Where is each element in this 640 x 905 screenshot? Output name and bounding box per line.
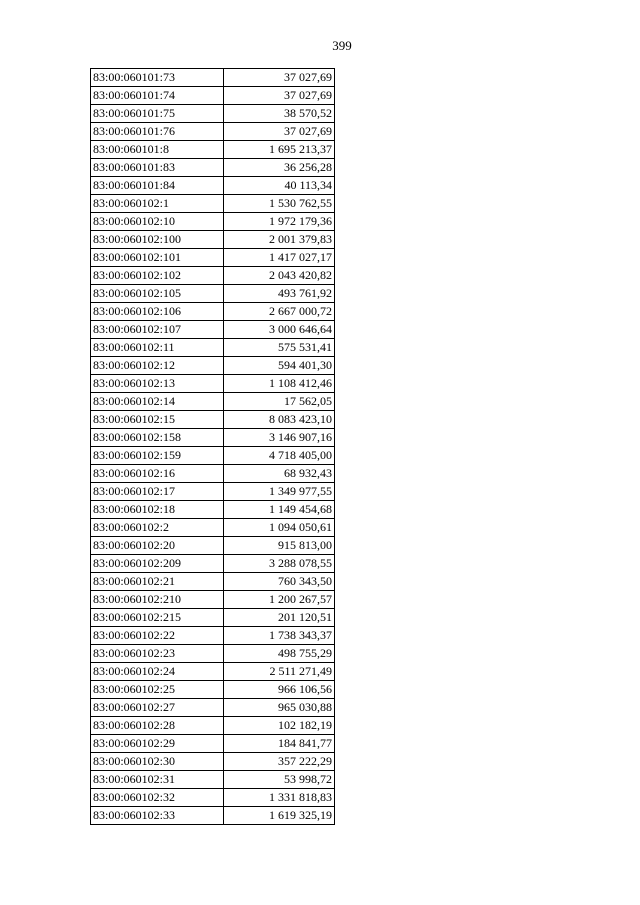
- page-number: 399: [332, 38, 352, 53]
- table-row: [91, 663, 335, 681]
- table-row: [91, 393, 335, 411]
- cadastral-number-cell: 83:00:060102:17: [91, 483, 224, 501]
- cadastral-number-cell: 83:00:060102:13: [91, 375, 224, 393]
- table-row: [91, 537, 335, 555]
- table-row: [91, 717, 335, 735]
- table-row: [91, 303, 335, 321]
- table-row: [91, 465, 335, 483]
- table-row: [91, 231, 335, 249]
- cadastral-number-cell: 83:00:060102:22: [91, 627, 224, 645]
- cadastral-number-cell: 83:00:060102:21: [91, 573, 224, 591]
- value-cell: 8 083 423,10: [224, 411, 335, 429]
- table-row: [91, 249, 335, 267]
- cadastral-number-cell: 83:00:060102:101: [91, 249, 224, 267]
- table-row: [91, 609, 335, 627]
- table-row: [91, 375, 335, 393]
- cadastral-number-cell: 83:00:060102:12: [91, 357, 224, 375]
- cadastral-number-cell: 83:00:060102:25: [91, 681, 224, 699]
- table-row: [91, 753, 335, 771]
- value-cell: 1 738 343,37: [224, 627, 335, 645]
- table-row: [91, 807, 335, 825]
- cadastral-number-cell: 83:00:060102:33: [91, 807, 224, 825]
- table-row: [91, 735, 335, 753]
- table-row: [91, 483, 335, 501]
- cadastral-number-cell: 83:00:060102:100: [91, 231, 224, 249]
- table-row: [91, 627, 335, 645]
- cadastral-number-cell: 83:00:060102:1: [91, 195, 224, 213]
- value-cell: 38 570,52: [224, 105, 335, 123]
- cadastral-number-cell: 83:00:060102:28: [91, 717, 224, 735]
- value-cell: 2 001 379,83: [224, 231, 335, 249]
- cadastral-number-cell: 83:00:060102:18: [91, 501, 224, 519]
- table-row: [91, 267, 335, 285]
- cadastral-number-cell: 83:00:060102:105: [91, 285, 224, 303]
- cadastral-number-cell: 83:00:060101:8: [91, 141, 224, 159]
- value-cell: 1 417 027,17: [224, 249, 335, 267]
- value-cell: 760 343,50: [224, 573, 335, 591]
- cadastral-number-cell: 83:00:060102:107: [91, 321, 224, 339]
- cadastral-number-cell: 83:00:060102:20: [91, 537, 224, 555]
- table-row: [91, 645, 335, 663]
- cadastral-number-cell: 83:00:060102:11: [91, 339, 224, 357]
- cadastral-number-cell: 83:00:060102:24: [91, 663, 224, 681]
- value-cell: 493 761,92: [224, 285, 335, 303]
- value-cell: 1 108 412,46: [224, 375, 335, 393]
- value-cell: 3 288 078,55: [224, 555, 335, 573]
- table-row: [91, 177, 335, 195]
- value-cell: 184 841,77: [224, 735, 335, 753]
- cadastral-number-cell: 83:00:060102:31: [91, 771, 224, 789]
- value-cell: 2 511 271,49: [224, 663, 335, 681]
- cadastral-number-cell: 83:00:060101:73: [91, 69, 224, 87]
- table-row: [91, 321, 335, 339]
- table-row: [91, 591, 335, 609]
- value-cell: 1 149 454,68: [224, 501, 335, 519]
- cadastral-number-cell: 83:00:060102:29: [91, 735, 224, 753]
- table-row: [91, 501, 335, 519]
- table-row: [91, 519, 335, 537]
- cadastral-number-cell: 83:00:060102:10: [91, 213, 224, 231]
- cadastral-number-cell: 83:00:060101:76: [91, 123, 224, 141]
- value-cell: 40 113,34: [224, 177, 335, 195]
- cadastral-number-cell: 83:00:060102:30: [91, 753, 224, 771]
- value-cell: 37 027,69: [224, 69, 335, 87]
- table-row: [91, 87, 335, 105]
- cadastral-number-cell: 83:00:060102:209: [91, 555, 224, 573]
- value-cell: 53 998,72: [224, 771, 335, 789]
- cadastral-number-cell: 83:00:060102:15: [91, 411, 224, 429]
- table-row: [91, 789, 335, 807]
- value-cell: 2 667 000,72: [224, 303, 335, 321]
- value-cell: 1 619 325,19: [224, 807, 335, 825]
- value-cell: 1 530 762,55: [224, 195, 335, 213]
- table-row: [91, 105, 335, 123]
- table-row: [91, 429, 335, 447]
- cadastral-number-cell: 83:00:060101:74: [91, 87, 224, 105]
- value-cell: 37 027,69: [224, 87, 335, 105]
- cadastral-number-cell: 83:00:060102:2: [91, 519, 224, 537]
- table-row: [91, 411, 335, 429]
- value-cell: 4 718 405,00: [224, 447, 335, 465]
- cadastral-number-cell: 83:00:060101:84: [91, 177, 224, 195]
- table-row: [91, 123, 335, 141]
- cadastral-number-cell: 83:00:060102:210: [91, 591, 224, 609]
- value-cell: 1 094 050,61: [224, 519, 335, 537]
- value-cell: 17 562,05: [224, 393, 335, 411]
- value-cell: 915 813,00: [224, 537, 335, 555]
- cadastral-value-table: [90, 68, 335, 825]
- table-row: [91, 159, 335, 177]
- value-cell: 37 027,69: [224, 123, 335, 141]
- value-cell: 3 000 646,64: [224, 321, 335, 339]
- value-cell: 68 932,43: [224, 465, 335, 483]
- cadastral-number-cell: 83:00:060102:106: [91, 303, 224, 321]
- cadastral-number-cell: 83:00:060101:75: [91, 105, 224, 123]
- value-cell: 498 755,29: [224, 645, 335, 663]
- table-row: [91, 771, 335, 789]
- value-cell: 594 401,30: [224, 357, 335, 375]
- value-cell: 36 256,28: [224, 159, 335, 177]
- cadastral-number-cell: 83:00:060102:14: [91, 393, 224, 411]
- cadastral-number-cell: 83:00:060102:32: [91, 789, 224, 807]
- cadastral-number-cell: 83:00:060102:159: [91, 447, 224, 465]
- table-row: [91, 699, 335, 717]
- table-row: [91, 213, 335, 231]
- table-body: [91, 69, 335, 825]
- value-cell: 1 349 977,55: [224, 483, 335, 501]
- table-row: [91, 447, 335, 465]
- value-cell: 1 695 213,37: [224, 141, 335, 159]
- table-row: [91, 195, 335, 213]
- value-cell: 966 106,56: [224, 681, 335, 699]
- table-row: [91, 285, 335, 303]
- value-cell: 575 531,41: [224, 339, 335, 357]
- table-row: [91, 681, 335, 699]
- value-cell: 1 331 818,83: [224, 789, 335, 807]
- value-cell: 1 200 267,57: [224, 591, 335, 609]
- value-cell: 3 146 907,16: [224, 429, 335, 447]
- table-row: [91, 573, 335, 591]
- cadastral-number-cell: 83:00:060102:102: [91, 267, 224, 285]
- value-cell: 965 030,88: [224, 699, 335, 717]
- cadastral-number-cell: 83:00:060102:23: [91, 645, 224, 663]
- cadastral-number-cell: 83:00:060101:83: [91, 159, 224, 177]
- cadastral-number-cell: 83:00:060102:27: [91, 699, 224, 717]
- cadastral-number-cell: 83:00:060102:16: [91, 465, 224, 483]
- cadastral-number-cell: 83:00:060102:215: [91, 609, 224, 627]
- value-cell: 1 972 179,36: [224, 213, 335, 231]
- value-cell: 201 120,51: [224, 609, 335, 627]
- cadastral-number-cell: 83:00:060102:158: [91, 429, 224, 447]
- table-row: [91, 555, 335, 573]
- table-row: [91, 69, 335, 87]
- value-cell: 357 222,29: [224, 753, 335, 771]
- value-cell: 102 182,19: [224, 717, 335, 735]
- value-cell: 2 043 420,82: [224, 267, 335, 285]
- table-row: [91, 339, 335, 357]
- table-row: [91, 141, 335, 159]
- table-row: [91, 357, 335, 375]
